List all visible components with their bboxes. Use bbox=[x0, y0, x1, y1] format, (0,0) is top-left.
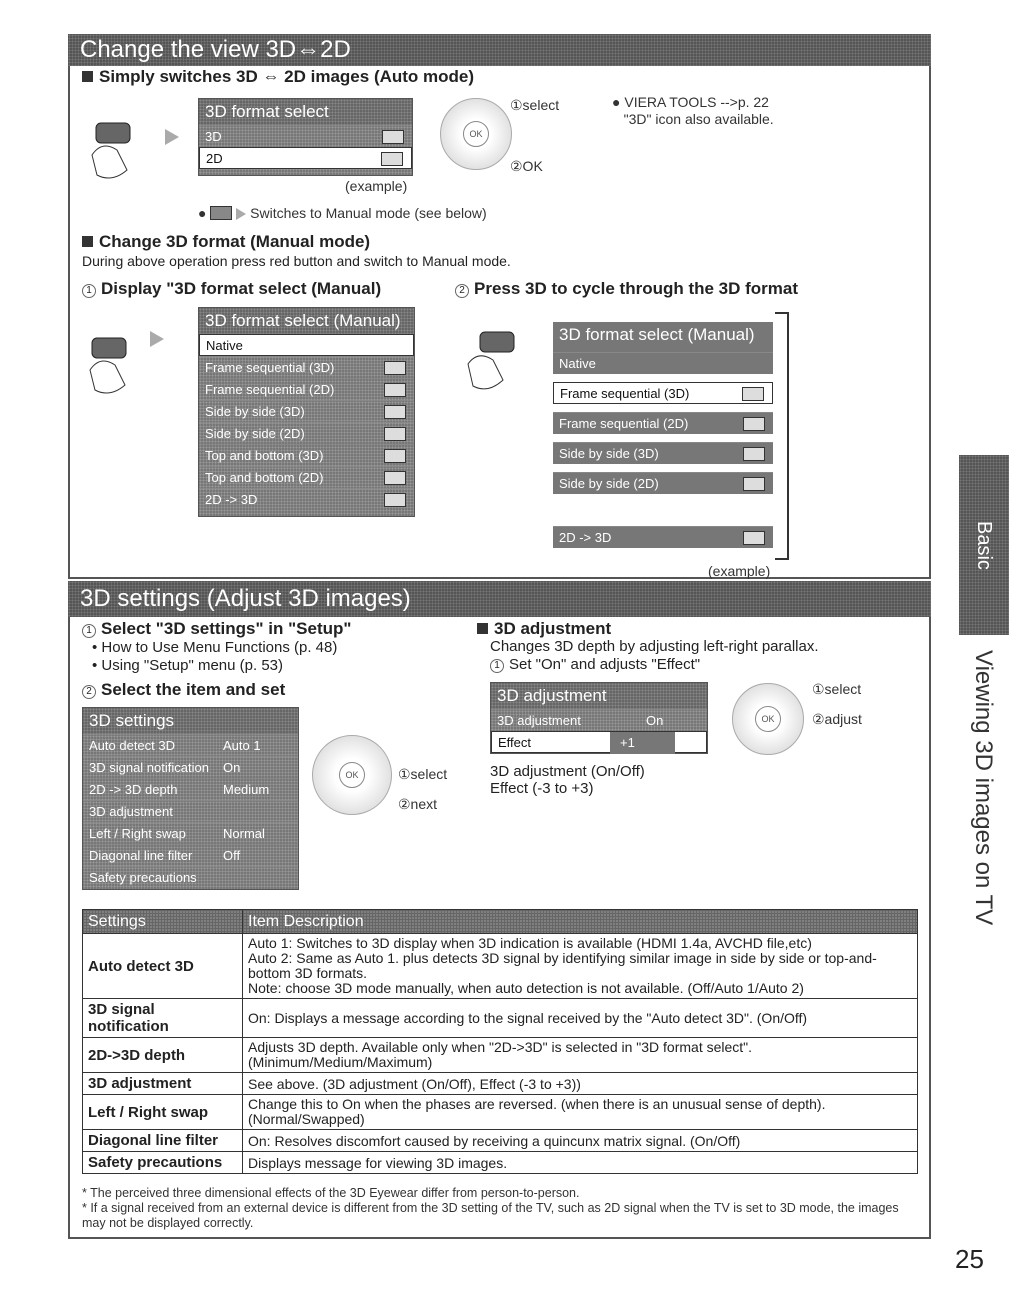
table-row: 3D adjustment See above. (3D adjustment (On/Off), Effect (-3 to +3)) bbox=[83, 1073, 918, 1095]
manual-step2: 2 Press 3D to cycle through the 3D format bbox=[455, 279, 798, 299]
example-caption: (example) bbox=[345, 178, 408, 194]
settings-menu-row[interactable]: 3D signal notification On bbox=[83, 756, 298, 778]
settings-menu-row[interactable]: Left / Right swap Normal bbox=[83, 822, 298, 844]
section2-header bbox=[68, 581, 931, 617]
manual-format-menu bbox=[198, 307, 415, 517]
dial-pad-icon-2: OK bbox=[312, 735, 392, 815]
manual-step1: 1 Display "3D format select (Manual) bbox=[82, 279, 381, 299]
settings-menu-row[interactable]: 2D -> 3D depth Medium bbox=[83, 778, 298, 800]
cycle-item[interactable]: Frame sequential (2D) bbox=[553, 412, 773, 434]
adjustment-heading: 3D adjustment bbox=[477, 619, 611, 639]
page-number: 25 bbox=[955, 1244, 984, 1274]
section1-header bbox=[68, 34, 931, 66]
cycle-line bbox=[775, 312, 789, 560]
dial-ok-label: ②OK bbox=[510, 158, 543, 174]
auto-format-menu bbox=[198, 98, 413, 176]
dial-select-label-2: ①select bbox=[398, 766, 448, 782]
manual-item[interactable]: Side by side (2D) bbox=[199, 422, 414, 444]
section1-title: Change the view 3D⇔2D bbox=[80, 36, 351, 63]
dial-pad-icon: OK bbox=[440, 98, 512, 170]
manual-mode-heading: Change 3D format (Manual mode) bbox=[82, 232, 370, 252]
manual-item[interactable]: Top and bottom (3D) bbox=[199, 444, 414, 466]
auto-mode-heading: Simply switches 3D ⇔ 2D images (Auto mode) bbox=[82, 67, 474, 87]
cycle-item[interactable]: Side by side (3D) bbox=[553, 442, 773, 464]
footnote-2: * If a signal received from an external device is different from the 3D setting of the TV, such as 2D signal when the TV is set to 3D mode, the images may not be displayed correctly. bbox=[82, 1201, 899, 1230]
settings-bullet1: • How to Use Menu Functions (p. 48) bbox=[92, 639, 338, 656]
settings-menu-row[interactable]: Safety precautions bbox=[83, 866, 298, 888]
cycle-item[interactable]: Frame sequential (3D) bbox=[553, 382, 773, 404]
viera-tools-note: ● VIERA TOOLS -->p. 22 "3D" icon also available. bbox=[612, 94, 774, 127]
example-caption-2: (example) bbox=[708, 563, 771, 579]
settings-step2: 2 Select the item and set bbox=[82, 680, 285, 700]
adjustment-menu-title: 3D adjustment bbox=[491, 683, 707, 709]
manual-mode-desc: During above operation press red button and switch to Manual mode. bbox=[82, 253, 511, 269]
manual-item[interactable]: 2D -> 3D bbox=[199, 488, 414, 510]
settings-table bbox=[82, 909, 918, 1174]
dial-select-label: ①select bbox=[510, 97, 560, 113]
dial-pad-icon-3: OK bbox=[732, 683, 804, 755]
adjustment-line2: Effect (-3 to +3) bbox=[490, 780, 594, 797]
dial-select-label-3: ①select bbox=[812, 681, 862, 697]
cycle-item[interactable]: Native bbox=[553, 352, 773, 374]
dial-next-label: ②next bbox=[398, 796, 438, 812]
adjustment-line1: 3D adjustment (On/Off) bbox=[490, 763, 645, 780]
table-row: 2D->3D depth Adjusts 3D depth. Available only when "2D->3D" is selected in "3D format select". (Minimum/Medium/Maximum) bbox=[83, 1038, 918, 1073]
table-row: Safety precautions Displays message for viewing 3D images. bbox=[83, 1152, 918, 1174]
table-row: Diagonal line filter On: Resolves discomfort caused by receiving a quincunx matrix signal. (On/Off) bbox=[83, 1130, 918, 1152]
table-row: Auto detect 3D Auto 1: Switches to 3D display when 3D indication is available (HDMI 1.4a, AVCHD file,etc) Auto 2: Same as Auto 1. plus detects 3D signal by identifying similar image in side by side or top-and-bottom 3D formats. Note: choose 3D mode manually, when auto detection is not available. (Off/Auto 1/Auto 2) bbox=[83, 934, 918, 999]
manual-item[interactable]: Frame sequential (2D) bbox=[199, 378, 414, 400]
settings-menu-row[interactable]: Auto detect 3D Auto 1 bbox=[83, 734, 298, 756]
effect-row[interactable]: Effect +1 bbox=[491, 731, 707, 753]
adjustment-menu bbox=[490, 682, 708, 754]
cycle-item[interactable]: Side by side (2D) bbox=[553, 472, 773, 494]
arrow-icon-2 bbox=[150, 330, 164, 348]
side-tab-basic: Basic bbox=[959, 455, 1009, 635]
manual-menu-title: 3D format select (Manual) bbox=[199, 308, 414, 334]
red-button-icon bbox=[210, 206, 232, 220]
settings-bullet2: • Using "Setup" menu (p. 53) bbox=[92, 657, 283, 674]
settings-menu bbox=[82, 707, 299, 890]
manual-item[interactable]: Side by side (3D) bbox=[199, 400, 414, 422]
cycle-item[interactable]: 2D -> 3D bbox=[553, 526, 773, 548]
remote-red-button-icon bbox=[82, 330, 152, 400]
remote-3d-button-icon bbox=[82, 115, 152, 185]
settings-menu-row[interactable]: Diagonal line filter Off bbox=[83, 844, 298, 866]
footnotes bbox=[82, 1186, 918, 1231]
arrow-icon bbox=[165, 128, 179, 146]
cycle-menu-title: 3D format select (Manual) bbox=[553, 322, 773, 352]
adjustment-step: 1 Set "On" and adjusts "Effect" bbox=[490, 656, 700, 673]
dial-adjust-label: ②adjust bbox=[812, 711, 862, 727]
col-settings: Settings bbox=[83, 910, 243, 934]
manual-item[interactable]: Top and bottom (2D) bbox=[199, 466, 414, 488]
menu-title: 3D format select bbox=[199, 99, 412, 125]
settings-menu-row[interactable]: 3D adjustment bbox=[83, 800, 298, 822]
table-row: Left / Right swap Change this to On when the phases are reversed. (when there is an unusual sense of depth). (Normal/Swapped) bbox=[83, 1095, 918, 1130]
adjustment-desc: Changes 3D depth by adjusting left-right parallax. bbox=[490, 638, 819, 655]
footnote-1: * The perceived three dimensional effects of the 3D Eyewear differ from person-to-person. bbox=[82, 1186, 580, 1200]
menu-item-2d[interactable]: 2D bbox=[199, 147, 412, 169]
remote-3d-button-icon-2 bbox=[462, 328, 532, 398]
menu-item-3d[interactable]: 3D bbox=[199, 125, 412, 147]
col-description: Item Description bbox=[243, 910, 918, 934]
table-header bbox=[83, 910, 918, 934]
settings-step1: 1 Select "3D settings" in "Setup" bbox=[82, 619, 351, 639]
table-row: 3D signal notification On: Displays a message according to the signal received by the "Auto detect 3D". (On/Off) bbox=[83, 999, 918, 1038]
manual-item[interactable]: Frame sequential (3D) bbox=[199, 356, 414, 378]
section2-title: 3D settings (Adjust 3D images) bbox=[80, 585, 411, 612]
adjustment-row[interactable]: 3D adjustment On bbox=[491, 709, 707, 731]
manual-item[interactable]: Native bbox=[199, 334, 414, 356]
settings-menu-title: 3D settings bbox=[83, 708, 298, 734]
side-section-text: Viewing 3D images on TV bbox=[970, 650, 997, 926]
cycle-menu bbox=[553, 322, 773, 562]
switch-manual-note: ● Switches to Manual mode (see below) bbox=[198, 205, 487, 221]
